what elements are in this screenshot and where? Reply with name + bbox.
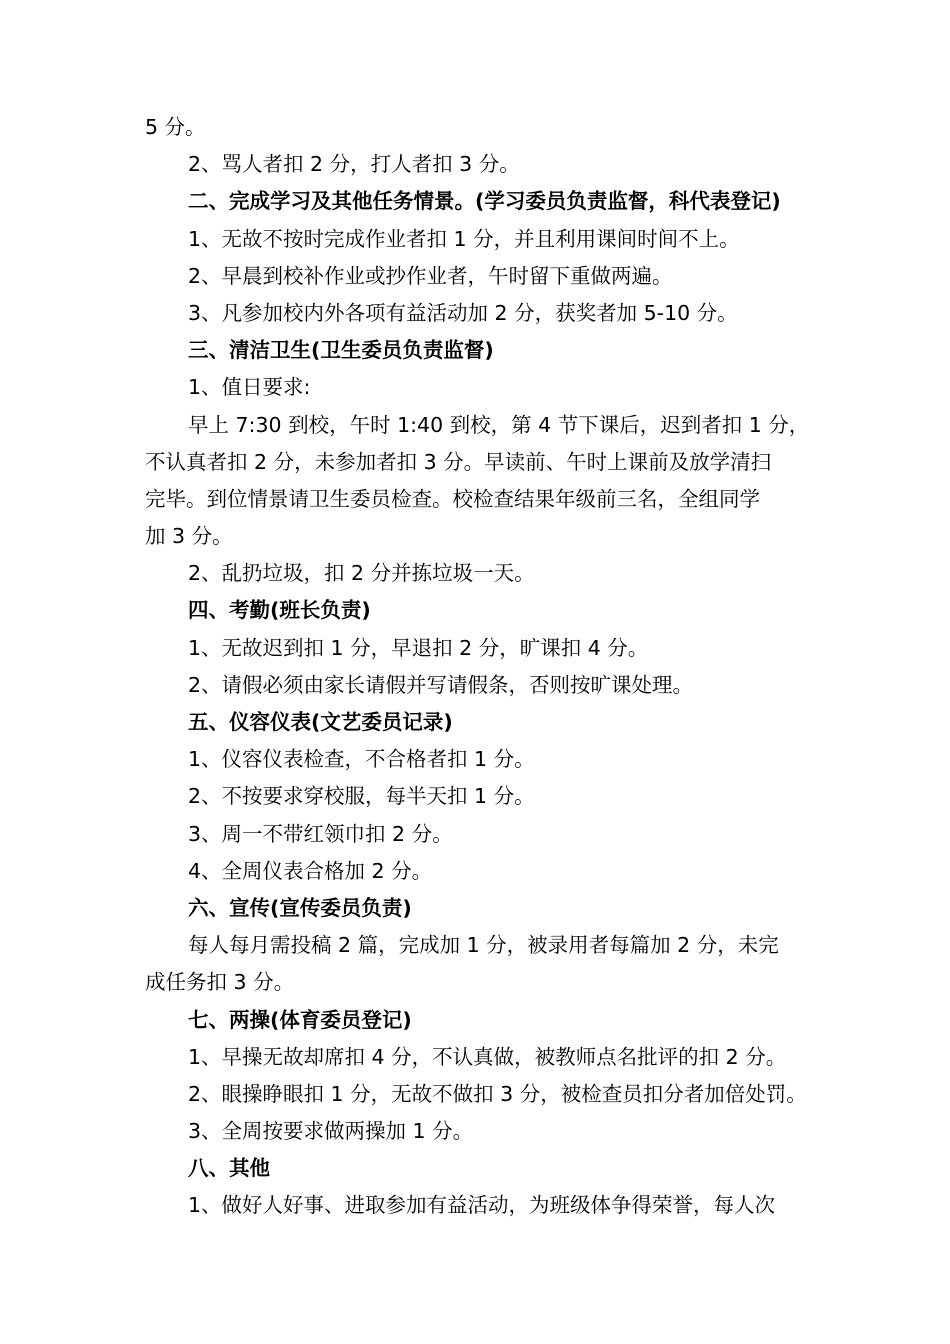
section-heading: 八、其他 (188, 1156, 270, 1181)
section-heading: 七、两操(体育委员登记) (188, 1007, 412, 1032)
text-line: 2、请假必须由家长请假并写请假条，否则按旷课处理。 (188, 672, 694, 697)
section-heading: 二、完成学习及其他任务情景。(学习委员负责监督，科代表登记) (188, 189, 781, 214)
text-line: 2、眼操睁眼扣 1 分，无故不做扣 3 分，被检查员扣分者加倍处罚。 (188, 1081, 807, 1106)
text-line: 1、早操无故却席扣 4 分，不认真做，被教师点名批评的扣 2 分。 (188, 1044, 787, 1069)
text-line: 3、凡参加校内外各项有益活动加 2 分，获奖者加 5-10 分。 (188, 300, 738, 325)
text-line: 1、做好人好事、进取参加有益活动，为班级体争得荣誉，每人次 (188, 1193, 776, 1218)
text-line: 1、仪容仪表检查，不合格者扣 1 分。 (188, 747, 535, 772)
text-line: 2、乱扔垃圾，扣 2 分并拣垃圾一天。 (188, 561, 535, 586)
text-line: 加 3 分。 (145, 524, 233, 549)
text-line: 成任务扣 3 分。 (145, 970, 295, 995)
text-line: 不认真者扣 2 分，未参加者扣 3 分。早读前、午时上课前及放学清扫 (145, 449, 772, 474)
text-line: 2、骂人者扣 2 分，打人者扣 3 分。 (188, 152, 520, 177)
text-line: 3、周一不带红领巾扣 2 分。 (188, 821, 453, 846)
text-line: 1、值日要求: (188, 375, 311, 400)
text-line: 5 分。 (145, 115, 206, 139)
text-line: 2、早晨到校补作业或抄作业者，午时留下重做两遍。 (188, 263, 673, 288)
text-line: 1、无故不按时完成作业者扣 1 分，并且利用课间时间不上。 (188, 226, 740, 251)
text-line: 完毕。到位情景请卫生委员检查。校检查结果年级前三名，全组同学 (145, 486, 760, 511)
text-line: 4、全周仪表合格加 2 分。 (188, 858, 433, 883)
document-page (145, 109, 825, 1225)
section-heading: 三、清洁卫生(卫生委员负责监督) (188, 338, 494, 363)
text-line: 3、全周按要求做两操加 1 分。 (188, 1119, 474, 1144)
text-line: 2、不按要求穿校服，每半天扣 1 分。 (188, 784, 535, 809)
text-line: 1、无故迟到扣 1 分，早退扣 2 分，旷课扣 4 分。 (188, 635, 649, 660)
section-heading: 五、仪容仪表(文艺委员记录) (188, 710, 453, 734)
section-heading: 六、宣传(宣传委员负责) (188, 895, 412, 920)
text-line: 早上 7:30 到校，午时 1:40 到校，第 4 节下课后，迟到者扣 1 分， (188, 412, 810, 437)
section-heading: 四、考勤(班长负责) (188, 598, 371, 623)
text-line: 每人每月需投稿 2 篇，完成加 1 分，被录用者每篇加 2 分，未完 (188, 933, 779, 958)
